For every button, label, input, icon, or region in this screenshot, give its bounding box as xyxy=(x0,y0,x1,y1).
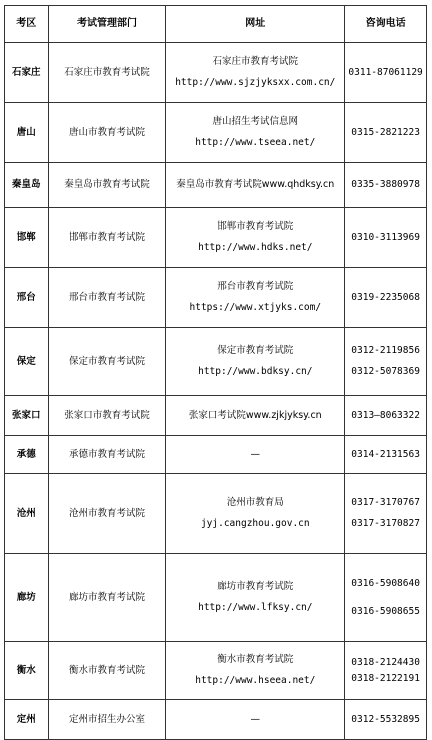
region-cell: 廊坊 xyxy=(5,554,49,642)
table-row xyxy=(5,163,427,208)
phone-number: 0335-3880978 xyxy=(351,179,420,191)
website-cell xyxy=(166,268,345,328)
table-row xyxy=(5,474,427,554)
site-name: 衡水市教育考试院 xyxy=(217,654,294,666)
site-name: — xyxy=(250,448,261,460)
region-cell: 沧州 xyxy=(5,474,49,554)
header-dept: 考试管理部门 xyxy=(48,6,166,43)
website-cell xyxy=(166,163,345,208)
phone-cell xyxy=(345,436,427,474)
table-row xyxy=(5,642,427,700)
header-website: 网址 xyxy=(166,6,345,43)
site-name: 沧州市教育局 xyxy=(226,497,284,509)
phone-number: 0316-5908640 xyxy=(351,577,420,589)
dept-cell: 廊坊市教育考试院 xyxy=(48,554,166,642)
website-cell xyxy=(166,328,345,396)
site-url-link[interactable]: http://www.lfksy.cn/ xyxy=(198,602,313,613)
phone-number: 0310-3113969 xyxy=(351,231,420,243)
site-name: 廊坊市教育考试院 xyxy=(217,581,294,593)
region-cell: 唐山 xyxy=(5,103,49,163)
site-url-link[interactable]: jyj.cangzhou.gov.cn xyxy=(200,518,310,529)
website-cell xyxy=(166,474,345,554)
dept-cell: 衡水市教育考试院 xyxy=(48,642,166,700)
phone-number: 0317-3170767 xyxy=(351,497,420,509)
website-cell xyxy=(166,554,345,642)
website-cell xyxy=(166,700,345,740)
phone-cell xyxy=(345,268,427,328)
site-url-link[interactable]: http://www.sjzjyksxx.com.cn/ xyxy=(175,77,336,88)
site-name[interactable]: 张家口考试院www.zjkjyksy.cn xyxy=(188,409,322,421)
table-row xyxy=(5,103,427,163)
phone-number: 0312-5532895 xyxy=(351,713,420,725)
website-cell xyxy=(166,642,345,700)
dept-cell: 保定市教育考试院 xyxy=(48,328,166,396)
site-url-link[interactable]: http://www.tseea.net/ xyxy=(195,137,316,148)
region-cell: 保定 xyxy=(5,328,49,396)
phone-number: 0312-2119856 xyxy=(351,345,420,357)
phone-cell xyxy=(345,396,427,436)
dept-cell: 秦皇岛市教育考试院 xyxy=(48,163,166,208)
exam-contact-table xyxy=(4,5,427,740)
phone-cell xyxy=(345,474,427,554)
phone-cell xyxy=(345,103,427,163)
phone-number: 0315-2821223 xyxy=(351,126,420,138)
phone-number: 0319-2235068 xyxy=(351,291,420,303)
site-url-link[interactable]: http://www.hdks.net/ xyxy=(198,242,313,253)
table-row xyxy=(5,436,427,474)
phone-cell xyxy=(345,642,427,700)
table-row xyxy=(5,328,427,396)
website-cell xyxy=(166,208,345,268)
phone-cell xyxy=(345,328,427,396)
dept-cell: 张家口市教育考试院 xyxy=(48,396,166,436)
phone-number: 0311-87061129 xyxy=(348,66,423,78)
header-region: 考区 xyxy=(5,6,49,43)
site-name: 保定市教育考试院 xyxy=(217,345,294,357)
table-row xyxy=(5,268,427,328)
phone-cell xyxy=(345,208,427,268)
header-row xyxy=(5,6,427,43)
site-url-link[interactable]: https://www.xtjyks.com/ xyxy=(189,302,322,313)
dept-cell: 定州市招生办公室 xyxy=(48,700,166,740)
table-row xyxy=(5,396,427,436)
region-cell: 邯郸 xyxy=(5,208,49,268)
phone-number: 0312-5078369 xyxy=(351,366,420,377)
dept-cell: 承德市教育考试院 xyxy=(48,436,166,474)
dept-cell: 沧州市教育考试院 xyxy=(48,474,166,554)
phone-number: 0318-2122191 xyxy=(351,672,420,684)
website-cell xyxy=(166,103,345,163)
phone-cell xyxy=(345,700,427,740)
table-row xyxy=(5,43,427,103)
site-url-link[interactable]: http://www.hseea.net/ xyxy=(195,675,316,686)
site-url-link[interactable]: http://www.bdksy.cn/ xyxy=(198,366,313,377)
site-name: 石家庄市教育考试院 xyxy=(212,56,299,68)
region-cell: 邢台 xyxy=(5,268,49,328)
site-name: 邯郸市教育考试院 xyxy=(217,221,294,233)
phone-cell xyxy=(345,163,427,208)
phone-number: 0317-3170827 xyxy=(351,518,420,529)
website-cell xyxy=(166,396,345,436)
table-row xyxy=(5,208,427,268)
region-cell: 张家口 xyxy=(5,396,49,436)
phone-cell xyxy=(345,554,427,642)
table-row xyxy=(5,554,427,642)
site-name[interactable]: 秦皇岛市教育考试院www.qhdksy.cn xyxy=(176,179,335,191)
table-row xyxy=(5,700,427,740)
site-name: — xyxy=(250,713,261,725)
region-cell: 承德 xyxy=(5,436,49,474)
phone-number: 0316-5908655 xyxy=(351,605,420,617)
website-cell xyxy=(166,436,345,474)
region-cell: 衡水 xyxy=(5,642,49,700)
region-cell: 秦皇岛 xyxy=(5,163,49,208)
region-cell: 石家庄 xyxy=(5,43,49,103)
phone-cell xyxy=(345,43,427,103)
website-cell xyxy=(166,43,345,103)
dept-cell: 石家庄市教育考试院 xyxy=(48,43,166,103)
header-phone: 咨询电话 xyxy=(345,6,427,43)
site-name: 邢台市教育考试院 xyxy=(217,281,294,293)
phone-number: 0313—8063322 xyxy=(351,409,420,421)
dept-cell: 邯郸市教育考试院 xyxy=(48,208,166,268)
dept-cell: 唐山市教育考试院 xyxy=(48,103,166,163)
site-name: 唐山招生考试信息网 xyxy=(212,116,299,128)
dept-cell: 邢台市教育考试院 xyxy=(48,268,166,328)
phone-number: 0318-2124430 xyxy=(351,656,420,668)
region-cell: 定州 xyxy=(5,700,49,740)
phone-number: 0314-2131563 xyxy=(351,448,420,460)
